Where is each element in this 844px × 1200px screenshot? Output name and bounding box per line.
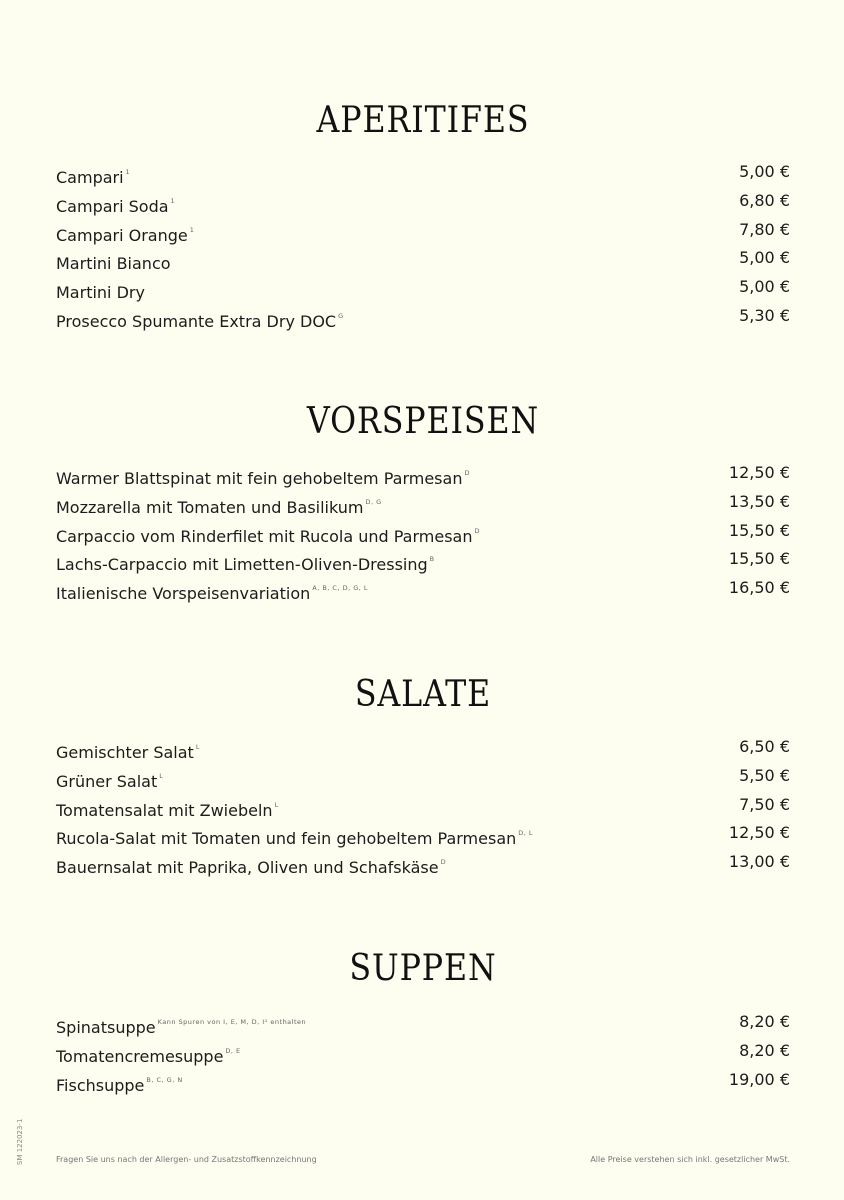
item-price: 8,20 € bbox=[739, 1012, 790, 1031]
item-price: 5,00 € bbox=[739, 248, 790, 268]
item-price: 16,50 € bbox=[728, 578, 790, 598]
item-name: Campari Soda $^1$ bbox=[56, 196, 176, 216]
allergen-footer-note: Fragen Sie uns nach der Allergen- und Zusatzstoffkennzeichnung bbox=[56, 1155, 317, 1164]
item-name: Mozzarella mit Tomaten und Basilikum $^{D, G}$ bbox=[56, 497, 382, 517]
item-name: Carpaccio vom Rinderfilet mit Rucola und Parmesan $^D$ bbox=[56, 526, 480, 546]
allergen-codes: D, E bbox=[225, 1046, 241, 1055]
menu-item bbox=[56, 1008, 790, 1037]
allergen-codes: L bbox=[274, 800, 279, 809]
menu-item bbox=[56, 733, 790, 762]
menu-item bbox=[56, 302, 790, 331]
item-name: Prosecco Spumante Extra Dry DOC $^G$ bbox=[56, 311, 344, 331]
allergen-codes: D bbox=[440, 858, 447, 867]
menu-item bbox=[56, 244, 790, 273]
item-list bbox=[56, 733, 790, 877]
item-name: Tomatencremesuppe $^{D, E}$ bbox=[56, 1046, 241, 1066]
menu-item bbox=[56, 459, 790, 488]
menu-item bbox=[56, 488, 790, 517]
item-price: 5,00 € bbox=[739, 277, 790, 297]
item-price: 13,00 € bbox=[728, 852, 790, 872]
allergen-codes: B bbox=[429, 555, 435, 564]
allergen-codes: 1 bbox=[170, 196, 176, 205]
item-price: 12,50 € bbox=[728, 823, 790, 843]
menu-item bbox=[56, 1066, 790, 1095]
item-name: Italienische Vorspeisenvariation $^{A, B, C, D, G, L}$ bbox=[56, 584, 369, 604]
item-price: 7,80 € bbox=[739, 219, 790, 239]
menu-item bbox=[56, 574, 790, 603]
menu-item bbox=[56, 216, 790, 245]
item-list bbox=[56, 158, 790, 331]
tax-footer-note: Alle Preise verstehen sich inkl. gesetzlicher MwSt. bbox=[590, 1155, 790, 1164]
menu-item bbox=[56, 158, 790, 187]
menu-item bbox=[56, 517, 790, 546]
menu-item bbox=[56, 791, 790, 820]
allergen-codes: B, C, G, N bbox=[146, 1075, 183, 1084]
item-price: 8,20 € bbox=[739, 1040, 790, 1060]
item-name: Lachs-Carpaccio mit Limetten-Oliven-Dressing $^B$ bbox=[56, 555, 435, 575]
menu-item bbox=[56, 545, 790, 574]
allergen-codes: A, B, C, D, G, L bbox=[312, 584, 369, 593]
allergen-codes: 1 bbox=[189, 225, 195, 234]
document-code: SM 122023-1 bbox=[16, 1118, 24, 1165]
menu-item bbox=[56, 273, 790, 302]
allergen-codes: D, L bbox=[518, 829, 534, 838]
section-vorspeisen bbox=[56, 399, 790, 604]
item-price: 6,50 € bbox=[739, 737, 790, 756]
item-price: 5,30 € bbox=[739, 305, 790, 325]
item-price: 15,50 € bbox=[728, 549, 790, 569]
allergen-codes: L bbox=[159, 771, 164, 780]
item-name: Campari $^1$ bbox=[56, 168, 131, 187]
menu-item bbox=[56, 187, 790, 216]
item-price: 5,50 € bbox=[739, 765, 790, 785]
section-suppen bbox=[56, 946, 790, 1095]
item-price: 13,50 € bbox=[728, 491, 790, 511]
menu-item bbox=[56, 819, 790, 848]
section-title: SUPPEN bbox=[349, 948, 497, 989]
item-name: Rucola-Salat mit Tomaten und fein gehobeltem Parmesan $^{D, L}$ bbox=[56, 829, 534, 849]
item-name: Fischsuppe $^{B, C, G, N}$ bbox=[56, 1075, 183, 1095]
item-price: 15,50 € bbox=[728, 520, 790, 540]
item-price: 19,00 € bbox=[728, 1069, 790, 1089]
item-list bbox=[56, 459, 790, 603]
allergen-codes: D bbox=[474, 526, 480, 535]
section-title: VORSPEISEN bbox=[306, 401, 540, 442]
section-title: APERITIFES bbox=[316, 100, 530, 141]
section-aperitifes bbox=[56, 98, 790, 331]
item-price: 5,00 € bbox=[739, 162, 790, 181]
item-name: Warmer Blattspinat mit fein gehobeltem Parmesan $^D$ bbox=[56, 469, 470, 488]
allergen-codes: Kann Spuren von I, E, M, D, I¹ enthalten bbox=[157, 1018, 307, 1026]
item-name: Gemischter Salat $^L$ bbox=[56, 743, 200, 762]
section-salate bbox=[56, 672, 790, 878]
item-name: Martini Bianco bbox=[56, 254, 171, 274]
menu-item bbox=[56, 762, 790, 791]
item-list bbox=[56, 1008, 790, 1094]
allergen-codes: D bbox=[464, 469, 470, 477]
item-name: Tomatensalat mit Zwiebeln $^L$ bbox=[56, 800, 279, 820]
item-price: 7,50 € bbox=[739, 794, 790, 814]
allergen-codes: 1 bbox=[125, 168, 131, 176]
item-name: Campari Orange $^1$ bbox=[56, 225, 195, 245]
item-name: Bauernsalat mit Paprika, Oliven und Schafskäse $^D$ bbox=[56, 858, 447, 878]
item-price: 12,50 € bbox=[728, 463, 790, 482]
item-name: Spinatsuppe $^{Kann Spuren von I, E, M, D, I^1 enthalten}$ bbox=[56, 1018, 307, 1037]
section-title: SALATE bbox=[354, 674, 492, 715]
item-name: Grüner Salat $^L$ bbox=[56, 771, 164, 791]
allergen-codes: L bbox=[195, 743, 200, 751]
item-name: Martini Dry bbox=[56, 283, 145, 303]
item-price: 6,80 € bbox=[739, 190, 790, 210]
allergen-codes: D, G bbox=[365, 497, 382, 506]
menu-item bbox=[56, 848, 790, 877]
menu-item bbox=[56, 1037, 790, 1066]
allergen-codes: G bbox=[338, 311, 344, 320]
